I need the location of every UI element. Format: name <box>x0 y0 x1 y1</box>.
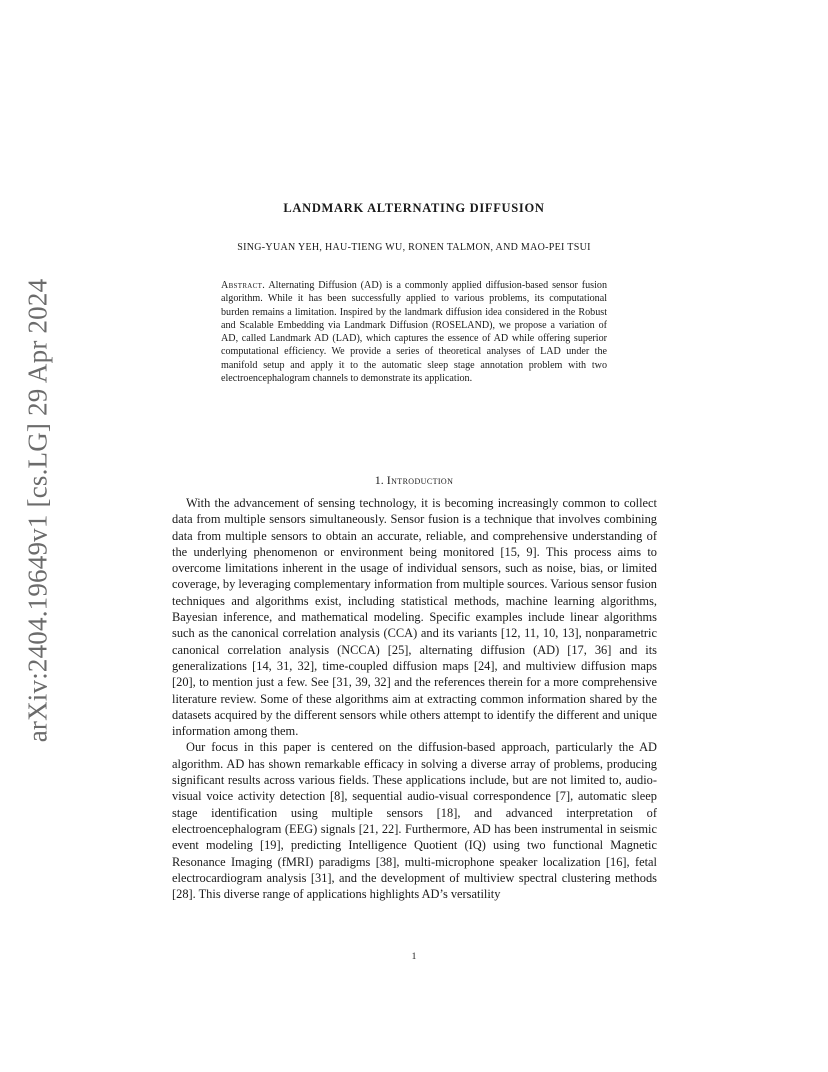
section-number: 1. <box>374 473 384 487</box>
arxiv-identifier-text: arXiv:2404.19649v1 [cs.LG] 29 Apr 2024 <box>22 278 53 742</box>
section-name: Introduction <box>386 473 454 487</box>
abstract-label: Abstract. <box>221 280 266 291</box>
section-heading <box>0 473 828 488</box>
arxiv-identifier-stamp <box>10 278 66 742</box>
abstract-text: Alternating Diffusion (AD) is a commonly applied diffusion-based sensor fusion algorithm. While it has been successfully applied to various problems, its computational burden remains a limitation. Inspired by the landmark diffusion idea considered in the Robust and Scalable Embedding via Landmark Diffusion (ROSELAND), we propose a variation of AD, called Landmark AD (LAD), which captures the essence of AD while offering superior computational efficiency. We provide a series of theoretical analyses of LAD under the manifold setup and apply it to the automatic sleep stage annotation problem with two electroencephalogram channels to demonstrate its application. <box>221 280 608 385</box>
paragraph: Our focus in this paper is centered on the diffusion-based approach, particularly the AD algorithm. AD has shown remarkable efficacy in solving a diverse array of problems, producing significant results across various fields. These applications include, but are not limited to, audio-visual voice activity detection [8], sequential audio-visual correspondence [7], automatic sleep stage identification using multiple sensors [18], and advanced interpretation of electroencephalogram (EEG) signals [21, 22]. Furthermore, AD has been instrumental in seismic event modeling [19], predicting Intelligence Quotient (IQ) using two functional Magnetic Resonance Imaging (fMRI) paradigms [38], multi-microphone speaker localization [16], fetal electrocardiogram analysis [31], and the development of multiview spectral clustering methods [28]. This diverse range of applications highlights AD’s versatility <box>172 740 657 902</box>
author-list: SING-YUAN YEH, HAU-TIENG WU, RONEN TALMON, AND MAO-PEI TSUI <box>237 242 591 253</box>
paper-title: LANDMARK ALTERNATING DIFFUSION <box>283 201 545 215</box>
page-number: 1 <box>411 952 417 962</box>
paragraph: With the advancement of sensing technology, it is becoming increasingly common to collect data from multiple sensors simultaneously. Sensor fusion is a technique that involves combining data from multiple sensors to obtain an accurate, reliable, and comprehensive understanding of the underlying phenomenon or environment being monitored [15, 9]. This process aims to overcome limitations inherent in the usage of individual sensors, such as noise, bias, or limited coverage, by leveraging complementary information from multiple sources. Various sensor fusion techniques and algorithms exist, including statistical methods, machine learning algorithms, Bayesian inference, and mathematical modeling. Specific examples include linear algorithms such as the canonical correlation analysis (CCA) and its variants [12, 11, 10, 13], nonparametric canonical correlation analysis (NCCA) [25], alternating diffusion (AD) [17, 36] and its generalizations [14, 31, 32], time-coupled diffusion maps [24], and multiview diffusion maps [20], to mention just a few. See [31, 39, 32] and the references therein for a more comprehensive literature review. Some of these algorithms aim at extracting common information shared by the datasets acquired by the different sensors while others attempt to identify the different and unique information among them. <box>172 496 657 739</box>
abstract-block <box>221 279 607 385</box>
body-text <box>172 495 657 902</box>
